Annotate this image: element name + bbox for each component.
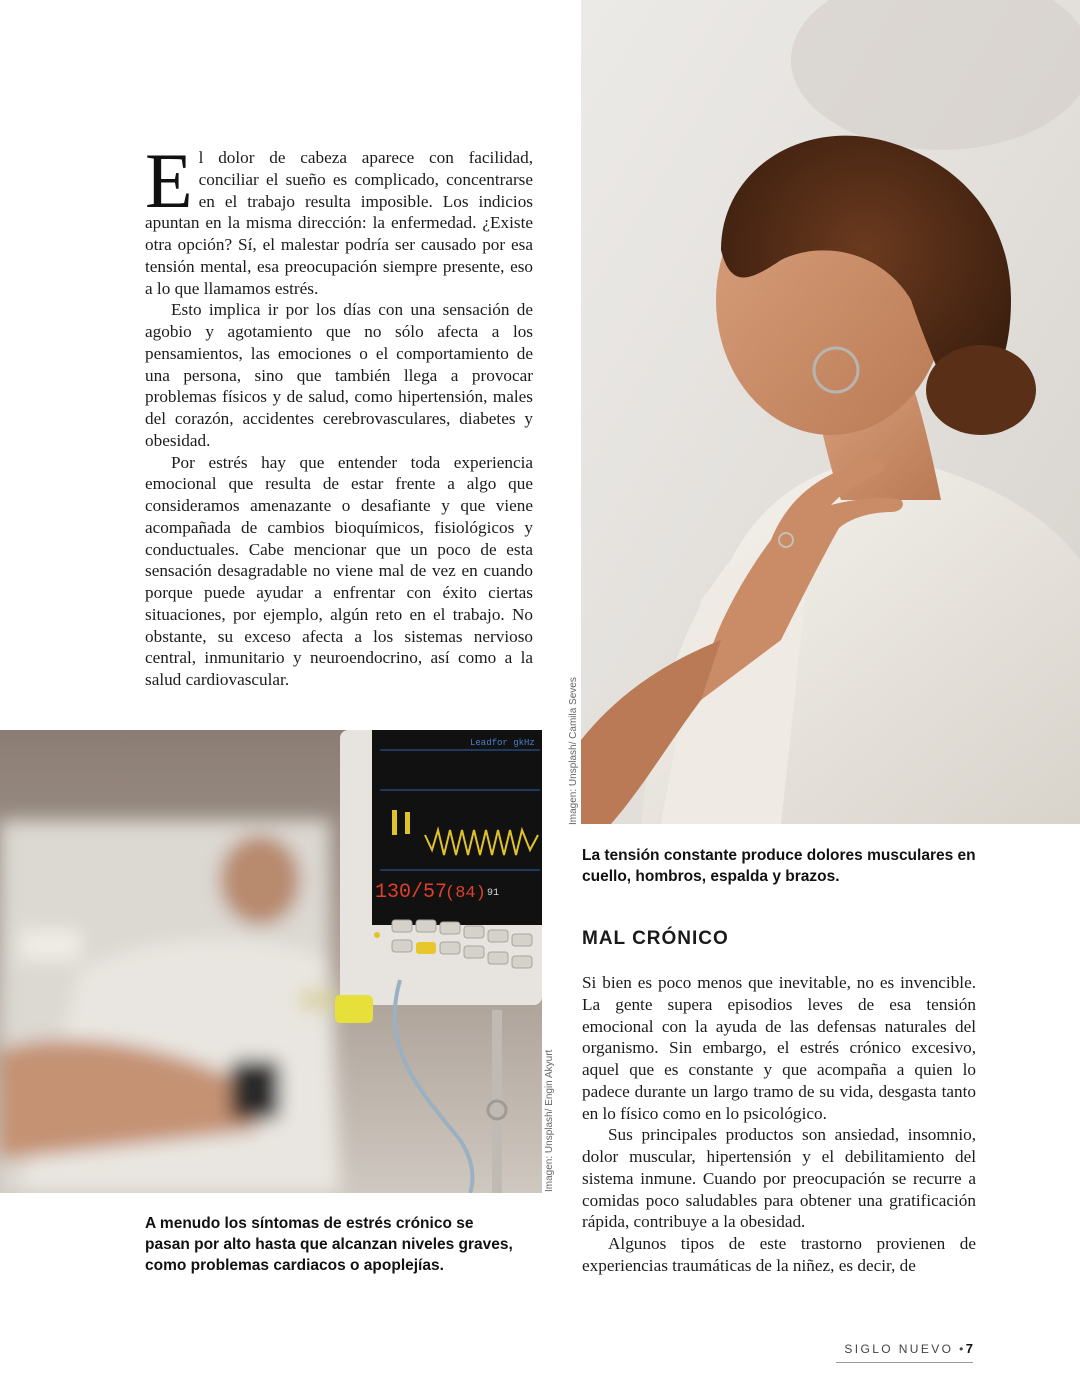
page-folio: [836, 1341, 973, 1356]
article-right-paragraph-1: Si bien es poco menos que inevitable, no es invencible. La gente supera episodios leves de esa tensión emocional con la ayuda de las defensas naturales del organismo. Sin embargo, el estrés crónico excesivo, aquel que es constante y que acompaña a quien lo padece durante un largo tramo de su vida, desgasta tanto en lo físico como en lo psicológico.: [582, 973, 976, 1123]
monitor-small-value: 91: [487, 888, 500, 899]
woman-neck-pain-photo: [581, 0, 1080, 824]
monitor-blood-pressure: 130/57: [375, 881, 448, 904]
folio-rule: [836, 1362, 973, 1363]
article-paragraph-3: Por estrés hay que entender toda experiencia emocional que resulta de estar frente a algo que consideramos amenazante o desafiante y que viene acompañada de cambios bioquímicos, fisiológicos y conductuales. Cabe mencionar que un poco de esta sensación desagradable no viene mal de vez en cuando porque puede ayudar a enfrentar con éxito ciertas situaciones, por ejemplo, algún reto en el trabajo. No obstante, su exceso afecta a los sistemas nervioso central, inmunitario y neuroendocrino, así como a la salud cardiovascular.: [145, 452, 533, 689]
drop-cap: E: [145, 137, 193, 224]
article-left-column: [145, 137, 533, 691]
folio-separator: •: [959, 1342, 966, 1356]
section-heading: MAL CRÓNICO: [582, 928, 729, 949]
article-right-paragraph-2: Sus principales productos son ansiedad, insomnio, dolor muscular, hipertensión y el debilitamiento del sistema inmune. Cuando por preocupación se recurre a comidas poco saludables para obtener una gratificación rápida, contribuye a la obesidad.: [582, 1125, 976, 1232]
magazine-name: SIGLO NUEVO: [844, 1342, 954, 1356]
hospital-photo-illustration: [0, 730, 542, 1193]
article-paragraph-1-text: l dolor de cabeza aparece con facilidad, conciliar el sueño es complicado, concentrarse en el trabajo resulta imposible. Los indicios apuntan en la misma dirección: la enfermedad. ¿Existe otra opción? Sí, el malestar podría ser causado por esa tensión mental, esa preocupación siempre presente, eso a lo que llamamos estrés.: [145, 148, 533, 298]
woman-photo-credit: Imagen: Unsplash/ Camila Seves: [568, 677, 579, 825]
woman-photo-caption: La tensión constante produce dolores musculares en cuello, hombros, espalda y brazos.: [582, 847, 976, 885]
monitor-label: Leadfor gkHz: [470, 738, 535, 748]
article-paragraph-2: Esto implica ir por los días con una sensación de agobio y agotamiento que no sólo afecta a los pensamientos, las emociones o el comportamiento de una persona, sino que también llega a provocar problemas físicos y de salud, como hipertensión, males del corazón, accidentes cerebrovasculares, diabetes y obesidad.: [145, 300, 533, 450]
hospital-photo-credit: Imagen: Unsplash/ Engin Akyurt: [544, 1049, 555, 1192]
page-number: 7: [965, 1341, 973, 1356]
hospital-monitor-photo: [0, 730, 542, 1193]
monitor-pulse: (84): [445, 884, 486, 903]
article-paragraph-1: [145, 137, 533, 299]
woman-photo-illustration: [581, 0, 1080, 824]
hospital-photo-caption: A menudo los síntomas de estrés crónico se pasan por alto hasta que alcanzan niveles graves, como problemas cardiacos o apoplejías.: [145, 1215, 513, 1274]
article-right-column: [582, 972, 976, 1277]
article-right-paragraph-3: Algunos tipos de este trastorno provienen de experiencias traumáticas de la niñez, es decir, de: [582, 1234, 976, 1275]
